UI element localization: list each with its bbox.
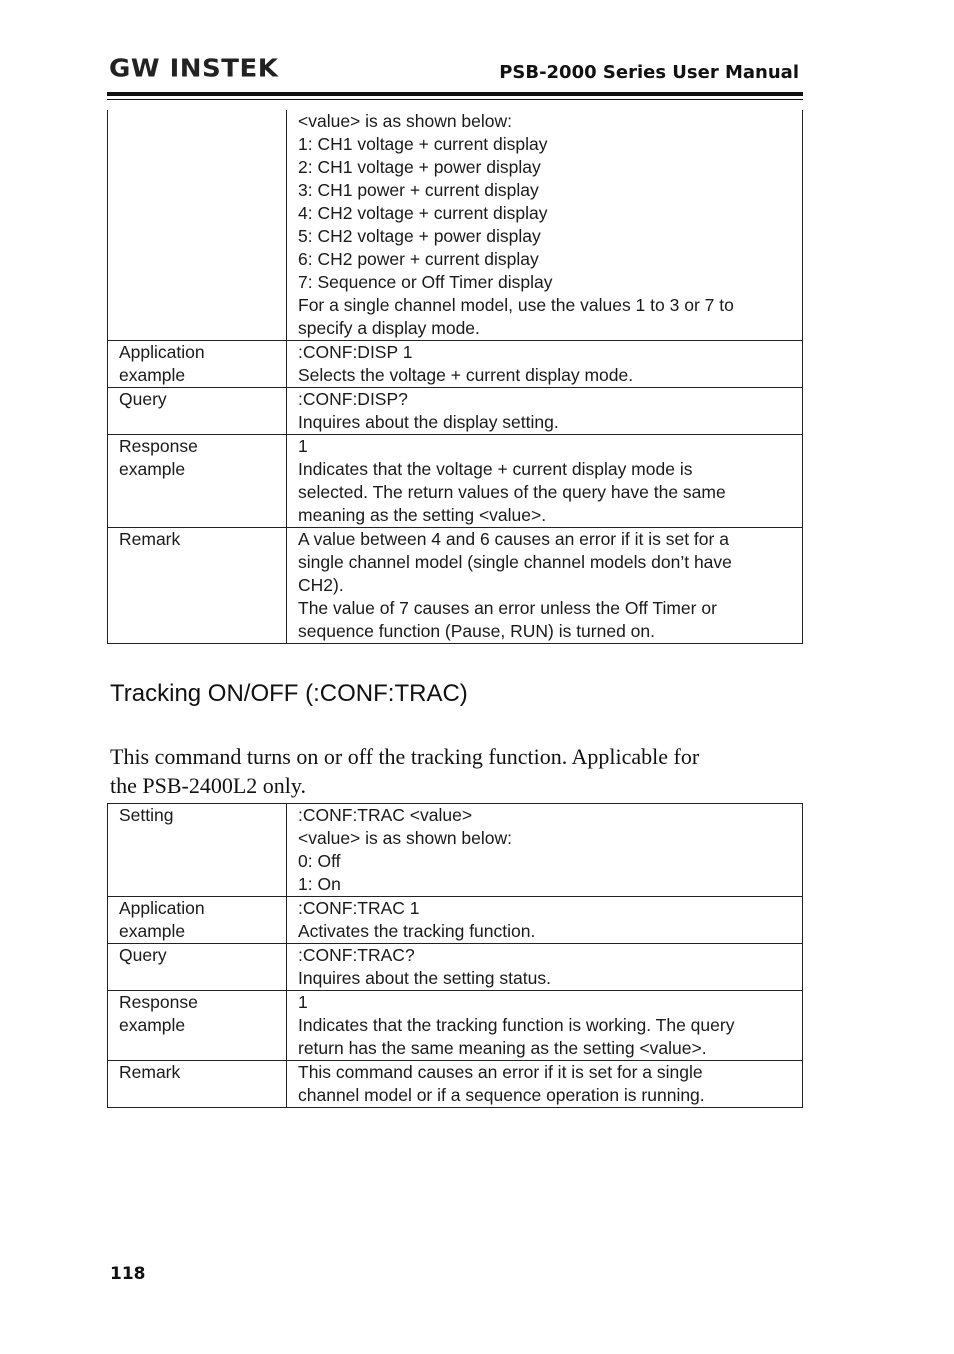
row-content xyxy=(287,435,803,528)
intro-line: This command turns on or off the tracking function. Applicable for xyxy=(110,744,700,769)
content-line: 6: CH2 power + current display xyxy=(298,249,539,269)
label-line: example xyxy=(119,1015,186,1035)
command-table-display xyxy=(107,110,803,644)
content-line: Selects the voltage + current display mode. xyxy=(298,365,634,385)
content-line: The value of 7 causes an error unless the Off Timer or xyxy=(298,598,717,618)
content-line: specify a display mode. xyxy=(298,318,480,338)
row-content xyxy=(287,388,803,435)
content-line: 0: Off xyxy=(298,851,341,871)
content-line: 1 xyxy=(298,436,308,456)
label-line: Response xyxy=(119,992,198,1012)
row-label xyxy=(108,897,287,944)
label-line: Response xyxy=(119,436,198,456)
label-line: Application xyxy=(119,898,205,918)
content-line: single channel model (single channel models don’t have xyxy=(298,552,732,572)
row-content xyxy=(287,341,803,388)
content-line: <value> is as shown below: xyxy=(298,111,513,131)
row-content xyxy=(287,528,803,644)
label-line: Query xyxy=(119,389,167,409)
content-line: 5: CH2 voltage + power display xyxy=(298,226,541,246)
content-line: <value> is as shown below: xyxy=(298,828,513,848)
label-line: Remark xyxy=(119,529,181,549)
row-label xyxy=(108,804,287,897)
content-line: :CONF:TRAC 1 xyxy=(298,898,420,918)
table-row xyxy=(108,388,803,435)
row-label xyxy=(108,341,287,388)
content-line: 4: CH2 voltage + current display xyxy=(298,203,548,223)
content-line: Inquires about the display setting. xyxy=(298,412,559,432)
header-rule-thin xyxy=(107,99,803,100)
content-line: meaning as the setting <value>. xyxy=(298,505,547,525)
content-line: Indicates that the tracking function is working. The query xyxy=(298,1015,735,1035)
content-line: selected. The return values of the query have the same xyxy=(298,482,726,502)
content-line: 7: Sequence or Off Timer display xyxy=(298,272,553,292)
row-label xyxy=(108,991,287,1061)
row-label xyxy=(108,528,287,644)
label-line: Setting xyxy=(119,805,174,825)
row-label xyxy=(108,388,287,435)
label-line: Remark xyxy=(119,1062,181,1082)
table-row xyxy=(108,341,803,388)
row-content xyxy=(287,991,803,1061)
manual-title: PSB-2000 Series User Manual xyxy=(499,62,799,83)
row-label xyxy=(108,435,287,528)
intro-line: the PSB-2400L2 only. xyxy=(110,773,306,798)
content-line: 1: CH1 voltage + current display xyxy=(298,134,548,154)
content-line: 1: On xyxy=(298,874,341,894)
content-line: For a single channel model, use the values 1 to 3 or 7 to xyxy=(298,295,734,315)
content-line: :CONF:TRAC? xyxy=(298,945,415,965)
table-row xyxy=(108,897,803,944)
page-number: 118 xyxy=(110,1264,146,1284)
gwinstek-logo: GW INSTEK xyxy=(109,54,279,84)
content-line: CH2). xyxy=(298,575,344,595)
content-line: 2: CH1 voltage + power display xyxy=(298,157,541,177)
content-line: This command causes an error if it is set for a single xyxy=(298,1062,703,1082)
row-content xyxy=(287,804,803,897)
row-content xyxy=(287,1061,803,1108)
row-content xyxy=(287,110,803,341)
row-label xyxy=(108,110,287,341)
label-line: example xyxy=(119,459,186,479)
label-line: example xyxy=(119,365,186,385)
table-row xyxy=(108,944,803,991)
content-line: :CONF:DISP? xyxy=(298,389,408,409)
table-row xyxy=(108,804,803,897)
content-line: :CONF:TRAC <value> xyxy=(298,805,473,825)
section-intro xyxy=(110,742,800,800)
table-row xyxy=(108,435,803,528)
label-line: Application xyxy=(119,342,205,362)
row-content xyxy=(287,944,803,991)
content-line: 1 xyxy=(298,992,308,1012)
content-line: Activates the tracking function. xyxy=(298,921,536,941)
row-label xyxy=(108,1061,287,1108)
section-heading: Tracking ON/OFF (:CONF:TRAC) xyxy=(110,680,468,707)
content-line: Indicates that the voltage + current display mode is xyxy=(298,459,693,479)
content-line: 3: CH1 power + current display xyxy=(298,180,539,200)
label-line: Query xyxy=(119,945,167,965)
content-line: :CONF:DISP 1 xyxy=(298,342,413,362)
table-row xyxy=(108,1061,803,1108)
content-line: channel model or if a sequence operation is running. xyxy=(298,1085,705,1105)
label-line: example xyxy=(119,921,186,941)
content-line: A value between 4 and 6 causes an error if it is set for a xyxy=(298,529,729,549)
content-line: Inquires about the setting status. xyxy=(298,968,551,988)
content-line: sequence function (Pause, RUN) is turned on. xyxy=(298,621,655,641)
row-label xyxy=(108,944,287,991)
command-table-tracking xyxy=(107,803,803,1108)
table-row xyxy=(108,528,803,644)
header-rule-thick xyxy=(107,92,803,96)
row-content xyxy=(287,897,803,944)
table-row xyxy=(108,991,803,1061)
table-row xyxy=(108,110,803,341)
content-line: return has the same meaning as the setting <value>. xyxy=(298,1038,707,1058)
